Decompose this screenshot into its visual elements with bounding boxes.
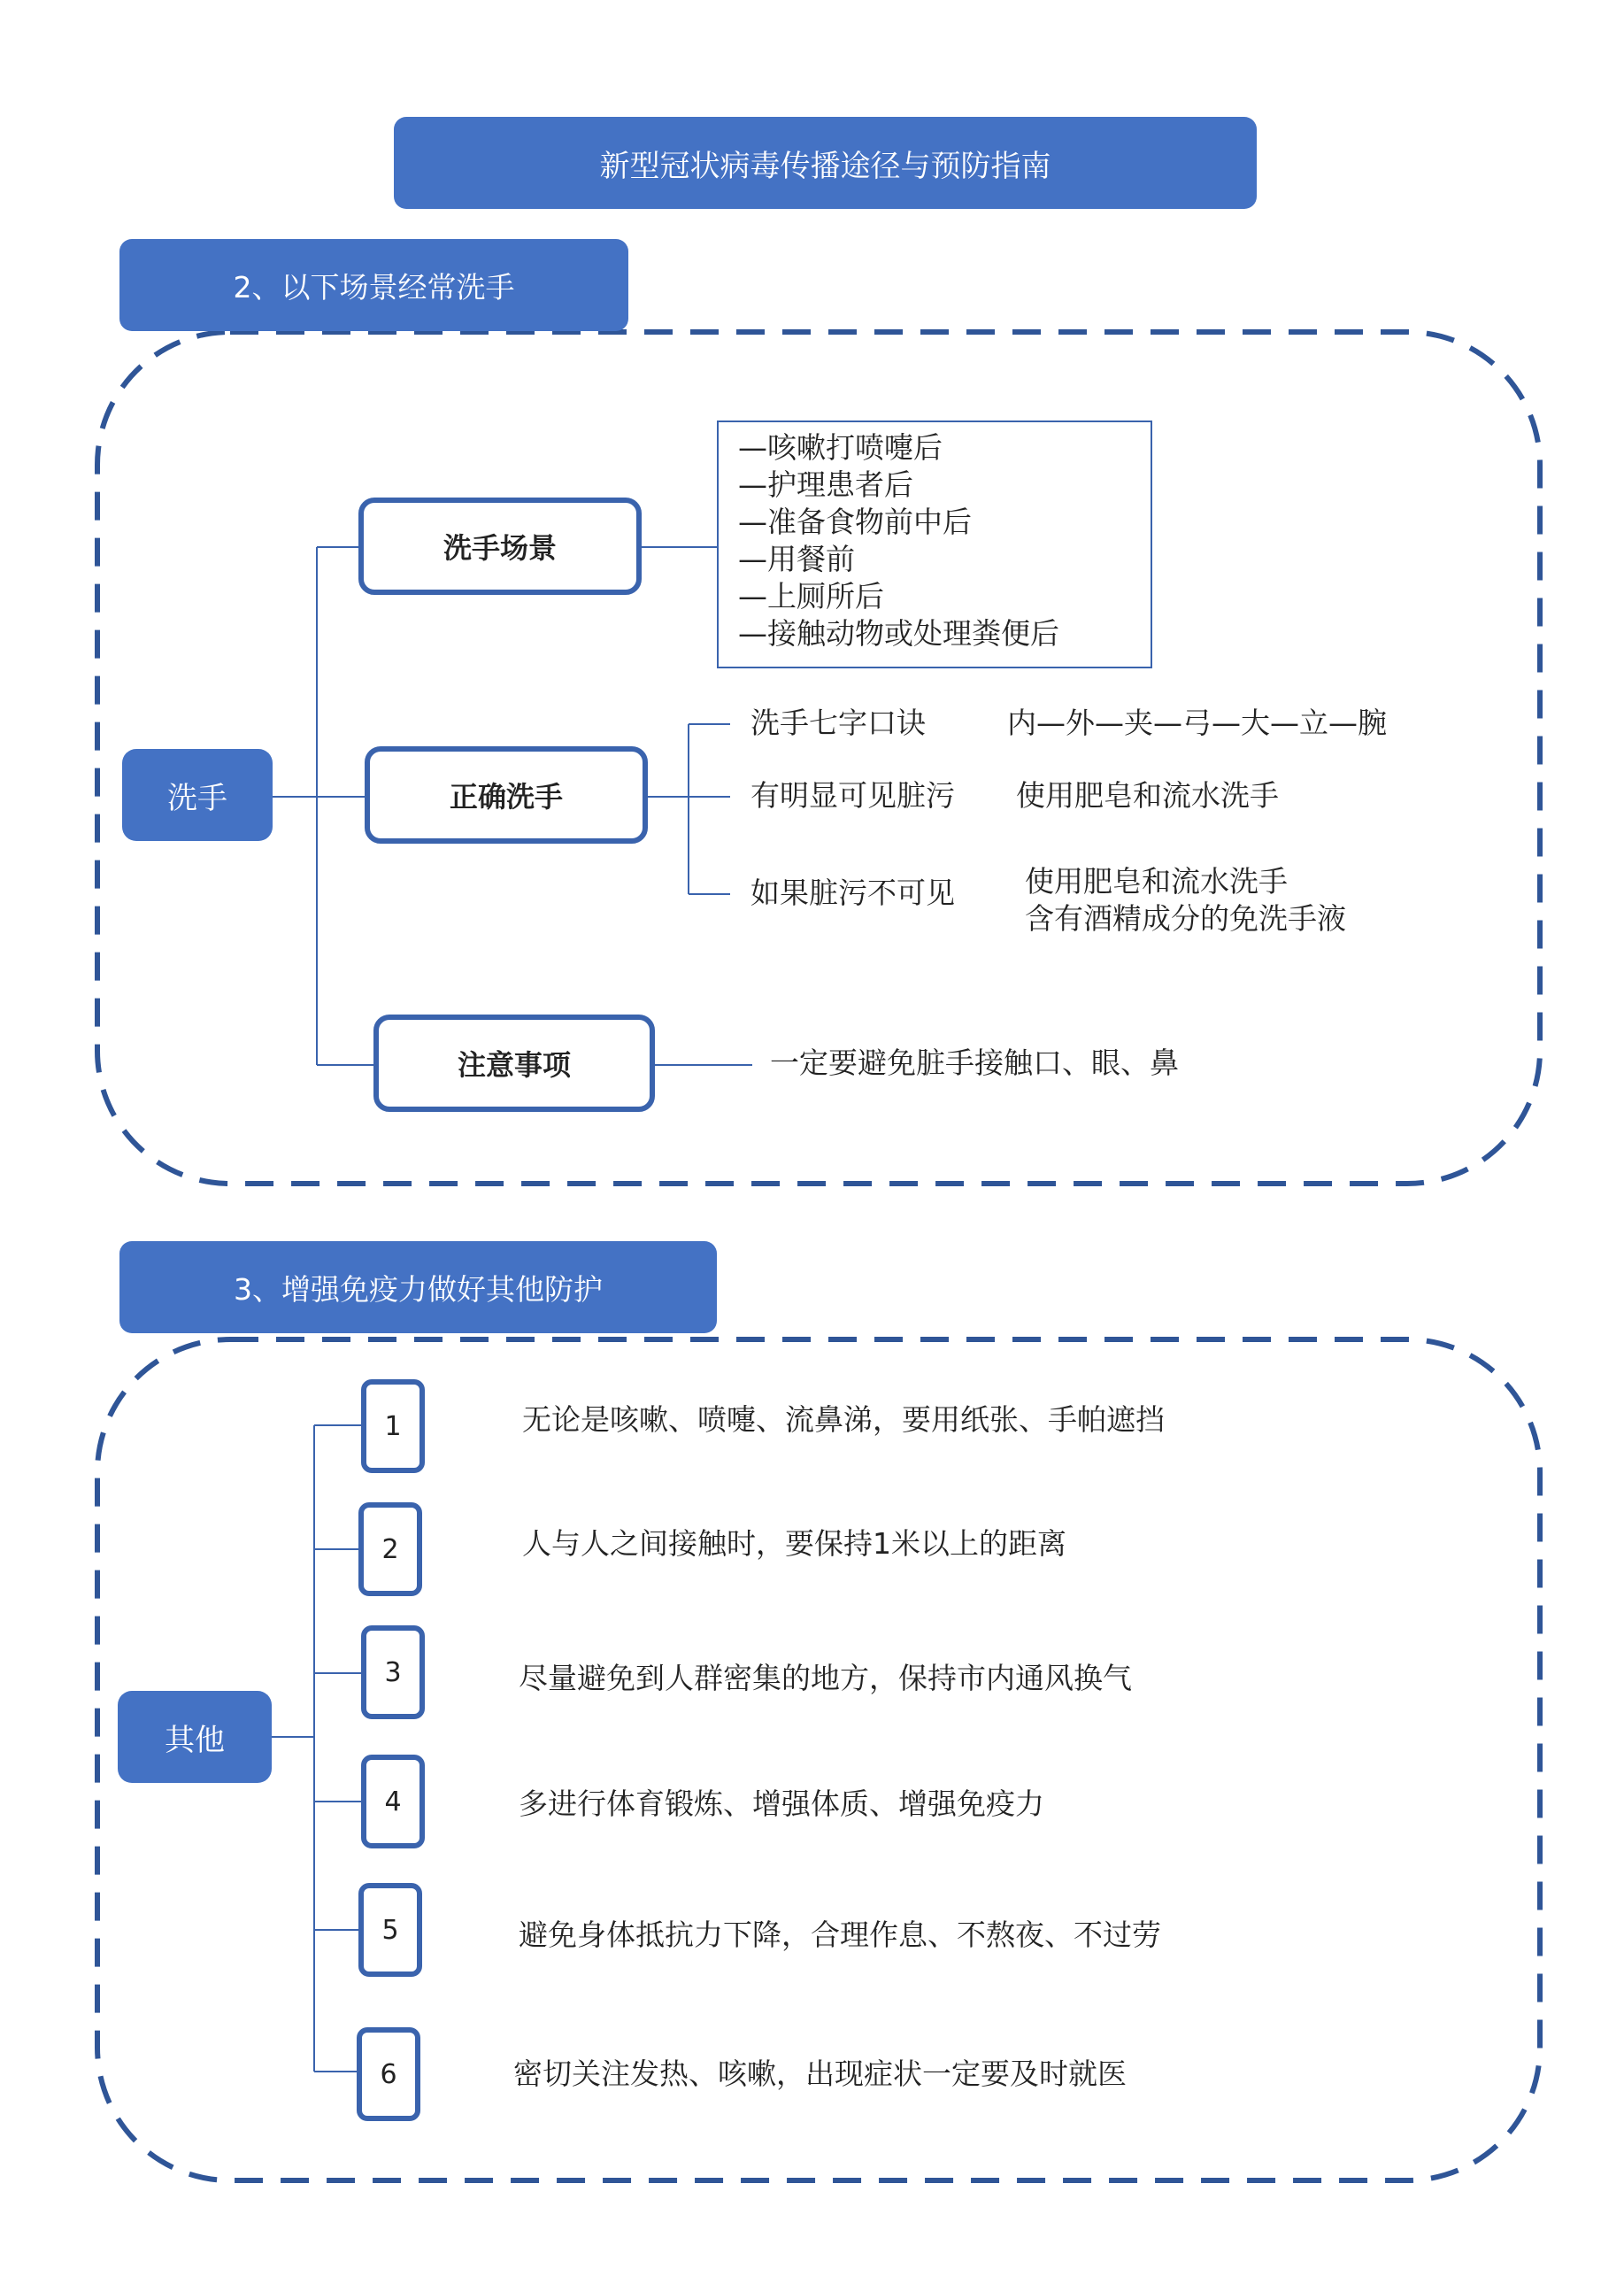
correct-row-value: 使用肥皂和流水洗手 (1016, 778, 1279, 813)
correct-row-label: 洗手七字口诀 (750, 706, 926, 740)
correct-row-value: 内—外—夹—弓—大—立—腕 (1007, 706, 1387, 740)
item-number-box: 5 (358, 1883, 422, 1977)
page-title: 新型冠状病毒传播途径与预防指南 (394, 117, 1257, 209)
item-text: 密切关注发热、咳嗽，出现症状一定要及时就医 (513, 2056, 1127, 2091)
handwash-root-node: 洗手 (122, 749, 273, 841)
section2-header: 2、以下场景经常洗手 (119, 239, 628, 331)
scene-node: 洗手场景 (358, 498, 642, 595)
scene-item: —用餐前 (738, 542, 855, 576)
correct-row-value: 使用肥皂和流水洗手 (1025, 864, 1288, 899)
item-number-box: 4 (361, 1755, 425, 1848)
item-number-box: 2 (358, 1502, 422, 1596)
correct-handwash-node: 正确洗手 (365, 746, 648, 844)
item-text: 尽量避免到人群密集的地方，保持市内通风换气 (519, 1661, 1132, 1695)
correct-row-value-alt: 含有酒精成分的免洗手液 (1025, 901, 1346, 936)
item-text: 无论是咳嗽、喷嚏、流鼻涕，要用纸张、手帕遮挡 (522, 1402, 1165, 1437)
item-number-box: 1 (361, 1379, 425, 1473)
scene-item: —咳嗽打喷嚏后 (738, 430, 943, 465)
item-number-box: 3 (361, 1625, 425, 1719)
item-text: 避免身体抵抗力下降，合理作息、不熬夜、不过劳 (519, 1917, 1161, 1952)
scene-item: —准备食物前中后 (738, 505, 972, 539)
item-text: 人与人之间接触时，要保持1米以上的距离 (522, 1526, 1066, 1561)
correct-row-label: 有明显可见脏污 (750, 778, 955, 813)
item-number-box: 6 (357, 2027, 420, 2121)
notice-node: 注意事项 (373, 1015, 655, 1112)
scene-item: —上厕所后 (738, 579, 884, 613)
item-text: 多进行体育锻炼、增强体质、增强免疫力 (519, 1786, 1044, 1821)
scene-list (717, 421, 1152, 668)
notice-text: 一定要避免脏手接触口、眼、鼻 (770, 1046, 1179, 1080)
section3-header: 3、增强免疫力做好其他防护 (119, 1241, 717, 1333)
scene-item: —护理患者后 (738, 467, 913, 502)
scene-item: —接触动物或处理粪便后 (738, 616, 1059, 651)
other-root-node: 其他 (118, 1691, 272, 1783)
correct-row-label: 如果脏污不可见 (750, 876, 955, 910)
